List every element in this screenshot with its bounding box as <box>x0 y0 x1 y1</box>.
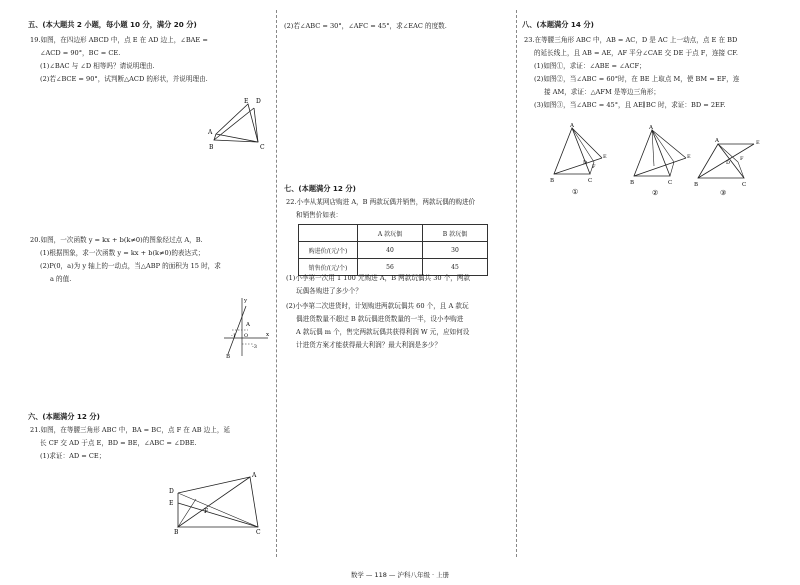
svg-text:C: C <box>742 182 747 188</box>
svg-text:A: A <box>570 123 574 129</box>
svg-text:A: A <box>246 322 250 328</box>
svg-text:E: E <box>169 500 174 507</box>
question-23: 23.在等腰三角形 ABC 中，AB = AC，D 是 AC 上一动点，点 E 在 BD 的延长线上，且 AB = AE，AF 平分∠CAE 交 DE 于点 F，连接 CF. (1)如图①，求证：∠ABE = ∠ACF； (2)如图②，当∠ABC = 60°时，在 BE 上取点 M，使 BM = EF，连 接 AM，求证：△AFM 是等边三角形； (3)如图③，当∠ABC = 45°，且 AE∥BC 时，求证：BD = 2EF. <box>524 36 740 109</box>
question-19: 19.如图，在四边形 ABCD 中，点 E 在 AD 边上，∠BAE = ∠ACD = 90°，BC = CE. (1)∠BAC 与 ∠D 相等吗？请说明理由. (2)若∠BCE = 90°，试判断△ACD 的形状，并说明理由. <box>30 36 208 83</box>
svg-text:A: A <box>208 129 213 136</box>
question-22: 22.小李从某网店购进 A，B 两款玩偶并销售，两款玩偶的购进价 和销售价如表： <box>286 198 476 219</box>
table-row: 销售价/(元/个) 56 45 <box>299 259 488 276</box>
svg-text:D: D <box>169 488 174 495</box>
svg-text:D: D <box>726 160 731 166</box>
svg-text:C: C <box>260 144 265 151</box>
price-table <box>298 224 488 276</box>
section-6-heading: 六、(本题满分 12 分) <box>28 412 100 421</box>
svg-text:②: ② <box>652 189 659 197</box>
svg-text:D: D <box>583 160 588 166</box>
svg-text:x: x <box>266 332 270 338</box>
svg-text:E: E <box>244 98 249 105</box>
svg-text:D: D <box>256 98 261 105</box>
svg-text:E: E <box>756 140 760 146</box>
column-divider-2 <box>516 10 517 557</box>
svg-text:O: O <box>244 333 249 339</box>
svg-text:③: ③ <box>720 189 727 197</box>
svg-text:-3: -3 <box>252 344 257 350</box>
svg-text:B: B <box>174 529 179 535</box>
svg-text:-1: -1 <box>231 333 236 339</box>
svg-text:B: B <box>694 182 699 188</box>
question-20: 20.如图，一次函数 y = kx + b(k≠0)的图象经过点 A，B. (1)根据图象，求一次函数 y = kx + b(k≠0)的表达式； (2)P(0，a)为 y 轴上的一动点，当△ABP 的面积为 15 时，求 a 的值. <box>30 236 221 283</box>
svg-text:y: y <box>244 298 248 304</box>
column-2 <box>284 14 514 563</box>
table-row: 购进价/(元/个) 40 30 <box>299 242 488 259</box>
column-divider-1 <box>276 10 277 557</box>
figure-20 <box>222 294 272 358</box>
svg-text:C: C <box>588 178 593 184</box>
svg-text:C: C <box>668 180 673 186</box>
question-21: 21.如图，在等腰三角形 ABC 中，BA = BC，点 F 在 AB 边上，延 长 CF 交 AD 于点 E，BD = BE，∠ABC = ∠DBE. (1)求证：AD = CE； <box>30 426 231 460</box>
svg-text:E: E <box>687 154 691 160</box>
figure-23-group <box>548 122 780 198</box>
question-22-part-2: (2)小李第二次进货时，计划购进两款玩偶共 60 个，且 A 款玩 偶进货数量不超过 B 款玩偶进货数量的一半，设小李购进 A 款玩偶 m 个，售完两款玩偶共获得利润 W 元，应如何设 计进货方案才能获得最大利润？最大利润是多少？ <box>286 302 470 349</box>
section-5-heading: 五、(本大题共 2 小题，每小题 10 分，满分 20 分) <box>28 20 197 29</box>
question-22-part-1: (1)小李第一次用 1 100 元购进 A，B 两款玩偶共 30 个，两款 玩偶各购进了多少个？ <box>286 274 471 295</box>
svg-text:B: B <box>209 144 214 151</box>
svg-text:A: A <box>252 472 257 479</box>
figure-21 <box>166 469 266 535</box>
table-header-row: A 款玩偶 B 款玩偶 <box>299 225 488 242</box>
svg-text:C: C <box>256 529 261 535</box>
svg-text:F: F <box>592 164 596 170</box>
svg-text:①: ① <box>572 188 579 196</box>
question-21-part-2: (2)若∠ABC = 30°，∠AFC = 45°，求∠EAC 的度数. <box>284 22 447 30</box>
svg-text:F: F <box>740 156 744 162</box>
section-8-heading: 八、(本题满分 14 分) <box>522 20 594 29</box>
svg-text:A: A <box>649 125 653 131</box>
svg-text:A: A <box>715 138 719 144</box>
svg-text:B: B <box>550 178 555 184</box>
column-1 <box>28 14 270 563</box>
figure-19 <box>206 94 272 154</box>
section-7-heading: 七、(本题满分 12 分) <box>284 184 356 193</box>
svg-text:E: E <box>603 154 607 160</box>
figure-23-1 <box>550 123 607 196</box>
figure-23-3 <box>694 138 760 197</box>
column-3 <box>522 14 780 563</box>
page-footer: 数学 — 118 — 沪科八年级 · 上册 <box>350 571 450 579</box>
figure-23-2 <box>630 125 691 197</box>
svg-text:B: B <box>226 354 231 358</box>
svg-text:B: B <box>630 180 635 186</box>
svg-text:F: F <box>204 508 209 515</box>
